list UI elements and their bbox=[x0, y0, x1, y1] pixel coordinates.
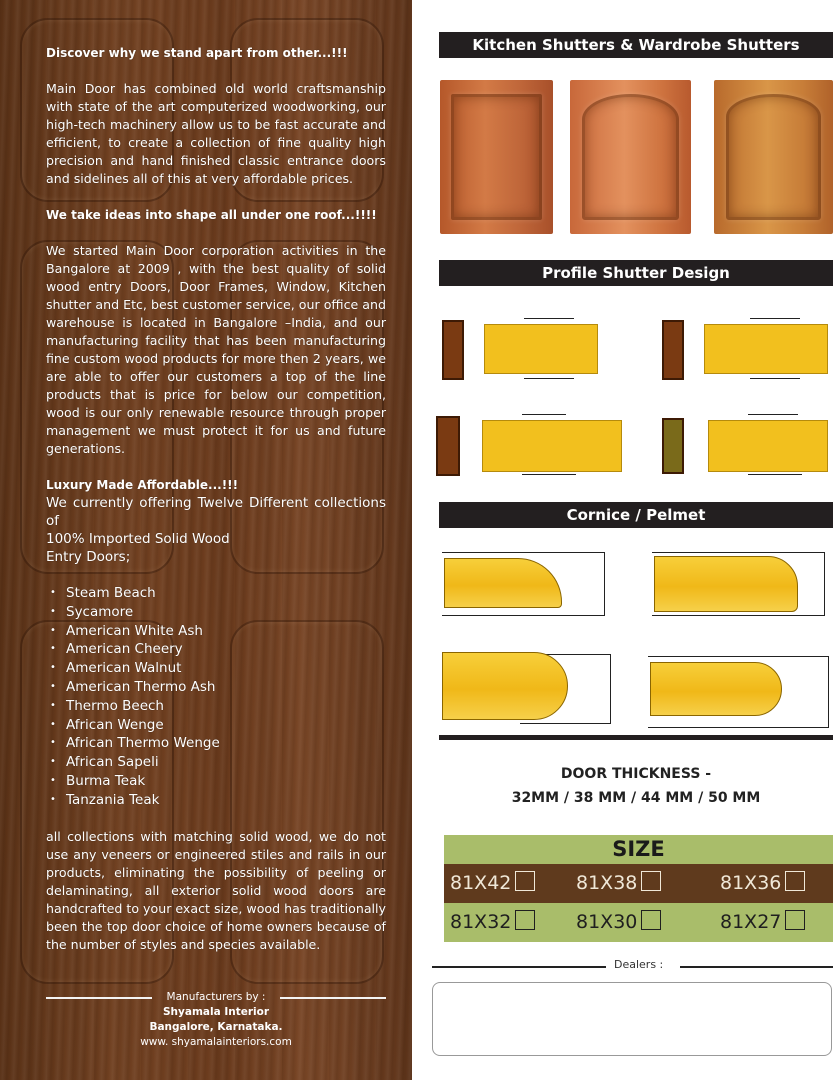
cornice-profile-2 bbox=[652, 552, 828, 616]
list-item: • American White Ash bbox=[50, 622, 386, 641]
size-option[interactable]: 81X42 bbox=[450, 870, 535, 896]
cornice-profile-1 bbox=[442, 552, 607, 616]
size-checkbox[interactable] bbox=[515, 910, 535, 930]
dealers-label: Dealers : bbox=[610, 958, 667, 971]
size-checkbox[interactable] bbox=[785, 871, 805, 891]
size-checkbox[interactable] bbox=[785, 910, 805, 930]
paragraph-craftsmanship: Main Door has combined old world craftsmanship with state of the art computerized woodworking, our high-tech machinery allow us to be fast accurate and efficient, to create a collection of fine quality high precision and hand finished classic entrance doors and sidelines all of this at very affordable prices. bbox=[46, 81, 386, 186]
website-link[interactable]: www. shyamalainteriors.com bbox=[140, 1036, 292, 1048]
heading-stand-apart: Discover why we stand apart from other...!!! bbox=[46, 46, 348, 60]
divider bbox=[680, 966, 833, 968]
company-location: Bangalore, Karnataka. bbox=[149, 1021, 283, 1033]
size-table-title: SIZE bbox=[444, 835, 833, 864]
profile-drawing-2 bbox=[662, 316, 832, 386]
profile-drawing-4 bbox=[662, 410, 832, 480]
list-item: • Tanzania Teak bbox=[50, 791, 386, 810]
paragraph-collections-intro-2: 100% Imported Solid Wood bbox=[46, 531, 230, 547]
section-title-profile: Profile Shutter Design bbox=[439, 260, 833, 286]
size-option[interactable]: 81X27 bbox=[720, 909, 805, 935]
list-item: • American Cheery bbox=[50, 640, 386, 659]
divider bbox=[432, 966, 606, 968]
section-title-cornice: Cornice / Pelmet bbox=[439, 502, 833, 528]
section-title-shutters: Kitchen Shutters & Wardrobe Shutters bbox=[439, 32, 833, 58]
profile-drawing-1 bbox=[440, 316, 630, 386]
collections-list bbox=[46, 584, 386, 810]
list-item: • American Thermo Ash bbox=[50, 678, 386, 697]
size-table bbox=[444, 835, 833, 942]
divider bbox=[280, 997, 386, 999]
size-checkbox[interactable] bbox=[515, 871, 535, 891]
list-item: • Burma Teak bbox=[50, 772, 386, 791]
list-item: • Steam Beach bbox=[50, 584, 386, 603]
table-row bbox=[444, 864, 833, 903]
list-item: • African Sapeli bbox=[50, 753, 386, 772]
paragraph-solid-wood: all collections with matching solid wood, we do not use any veneers or engineered stiles and rails in our products, eliminating the possibility of peeling or delaminating, all exterior solid wood doors are handcrafted to your exact size, wood has traditionally been the top door choice of home owners because of the number of styles and species available. bbox=[46, 828, 386, 952]
shutter-image-raised-panel bbox=[440, 80, 553, 234]
shutter-image-cathedral-panel bbox=[570, 80, 691, 234]
paragraph-collections-intro-3: Entry Doors; bbox=[46, 549, 131, 565]
divider bbox=[439, 735, 833, 740]
shutter-image-arched-panel bbox=[714, 80, 833, 234]
list-item: • American Walnut bbox=[50, 659, 386, 678]
door-thickness-title: DOOR THICKNESS - bbox=[560, 766, 712, 782]
pelmet-profile-1 bbox=[440, 648, 612, 724]
heading-luxury: Luxury Made Affordable...!!! bbox=[46, 478, 239, 492]
pelmet-profile-2 bbox=[648, 656, 833, 728]
size-option[interactable]: 81X30 bbox=[576, 909, 661, 935]
paragraph-collections-intro-1: We currently offering Twelve Different collections of bbox=[46, 495, 386, 529]
wood-panel bbox=[0, 0, 412, 1080]
manufacturer-footer bbox=[46, 990, 386, 1050]
table-row bbox=[444, 903, 833, 942]
heading-ideas: We take ideas into shape all under one roof...!!!! bbox=[46, 208, 377, 222]
size-option[interactable]: 81X38 bbox=[576, 870, 661, 896]
size-checkbox[interactable] bbox=[641, 910, 661, 930]
door-thickness-values: 32MM / 38 MM / 44 MM / 50 MM bbox=[511, 790, 761, 806]
size-checkbox[interactable] bbox=[641, 871, 661, 891]
size-option[interactable]: 81X32 bbox=[450, 909, 535, 935]
list-item: • Thermo Beech bbox=[50, 697, 386, 716]
size-option[interactable]: 81X36 bbox=[720, 870, 805, 896]
manufacturers-label: Manufacturers by : bbox=[166, 991, 266, 1003]
company-name: Shyamala Interior bbox=[162, 1006, 270, 1018]
about-text bbox=[46, 44, 386, 954]
divider bbox=[46, 997, 152, 999]
list-item: • African Thermo Wenge bbox=[50, 734, 386, 753]
list-item: • African Wenge bbox=[50, 716, 386, 735]
paragraph-history: We started Main Door corporation activities in the Bangalore at 2009 , with the best quality of solid wood entry Doors, Door Frames, Window, Kitchen shutter and Etc, best customer service, our office and warehouse is located in Bangalore –India, and our manufacturing facility that has been manufacturing fine custom wood products for more then 2 years, we are able to offer our customers a top of the line products that is price for below our competition, wood is our only renewable resource through proper management we must protect it for us and future generations. bbox=[46, 243, 386, 456]
dealers-field[interactable] bbox=[432, 982, 832, 1056]
list-item: • Sycamore bbox=[50, 603, 386, 622]
profile-drawing-3 bbox=[436, 410, 626, 480]
